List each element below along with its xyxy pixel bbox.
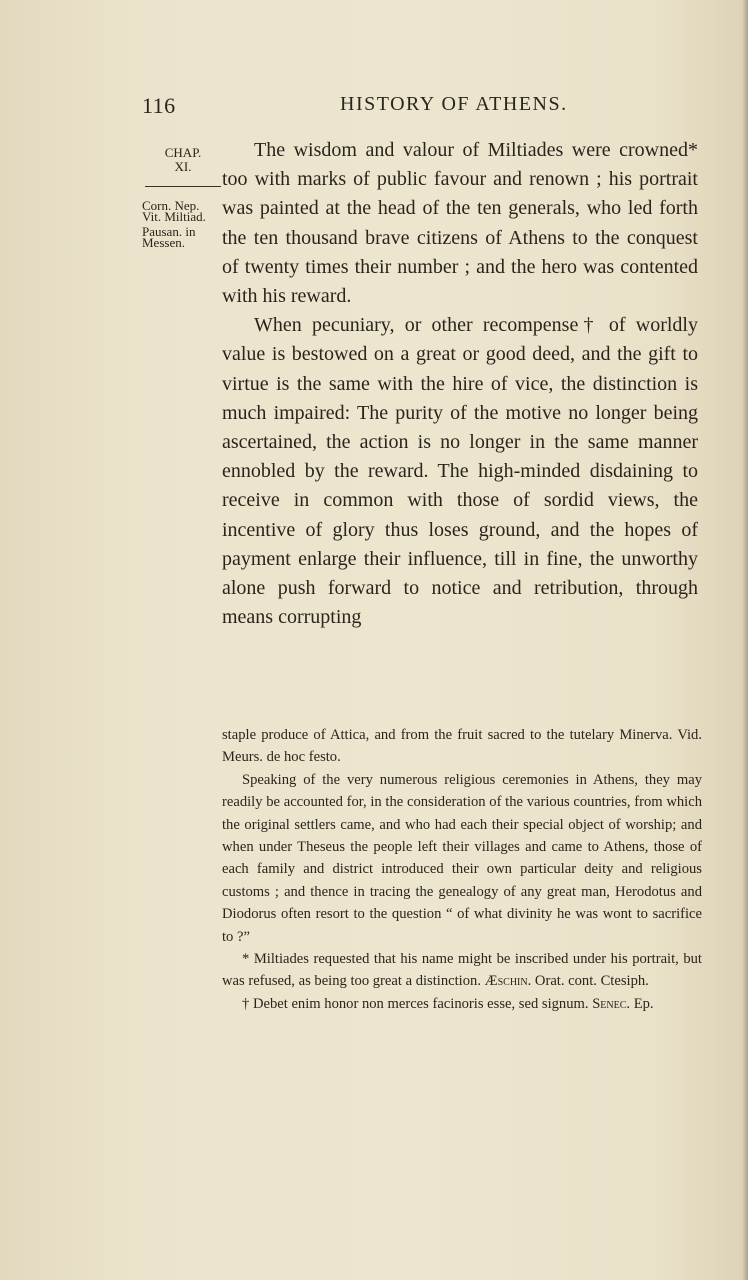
chapter-number: XI. — [174, 159, 192, 174]
margin-note-cornelius-nepos — [142, 200, 206, 222]
margin-note-pausanias — [142, 226, 195, 248]
margin-note-line: Corn. Nep. — [142, 198, 200, 213]
page-edge-shadow — [742, 0, 748, 1280]
paragraph-recompense: When pecuniary, or other recompense† of worldly value is bestowed on a great or good deed, and the gift to virtue is the same with the hire of vice, the distinction is much impaired: The purity of the motive no longer being ascertained, the action is no longer in the same manner ennobled by the reward. The high-minded disdaining to receive in common with those of sordid views, the incentive of glory thus loses ground, and the hopes of payment enlarge their influence, till in fine, the unworthy alone push forward to notice and retribution, through means corrupting — [222, 314, 698, 629]
footnote-religious-ceremonies: Speaking of the very numerous religious ceremonies in Athens, they may readily be accounted for, in the consideration of the various countries, from which the original settlers came, and who had each their special object of worship; and when under Theseus the people left their villages and came to Athens, those of each family and district introduced their own particular deity and religious customs ; and thence in tracing the genealogy of any great man, Herodotus and Diodorus often resort to the question “ of what divinity he was wont to sacrifice to ?” — [222, 771, 702, 945]
footnote-author: Æschin. — [484, 973, 532, 990]
margin-divider — [145, 186, 221, 187]
footnote-seneca — [222, 993, 702, 1015]
footnote-text: * Miltiades requested that his name might be inscribed under his portrait, but was refused, as being too great a distinction. — [222, 951, 702, 990]
margin-chapter-label — [158, 146, 208, 174]
margin-note-line: Messen. — [142, 235, 185, 250]
footnote-source: Orat. cont. Ctesiph. — [534, 973, 649, 990]
page-number: 116 — [142, 93, 176, 118]
margin-note-line: Vit. Miltiad. — [142, 209, 206, 224]
paragraph-miltiades: The wisdom and valour of Miltiades were crowned* too with marks of public favour and renown ; his portrait was painted at the head of the ten generals, who led forth the ten thousand brave citizens of Athens to the conquest of twenty times their number ; and the hero was contented with his reward. — [222, 139, 698, 308]
footnote-source: Ep. — [633, 995, 654, 1012]
margin-note-line: Pausan. in — [142, 224, 196, 239]
footnote-text: † Debet enim honor non merces facinoris esse, sed signum. — [242, 995, 589, 1012]
main-text — [222, 136, 698, 632]
chapter-label: CHAP. — [164, 145, 202, 160]
running-title: HISTORY OF ATHENS. — [340, 93, 568, 115]
footnote-author: Senec. — [592, 995, 631, 1012]
footnotes — [222, 724, 702, 1015]
footnote-miltiades-portrait — [222, 948, 702, 993]
footnote-continuation: staple produce of Attica, and from the fruit sacred to the tutelary Minerva. Vid. Meurs. de hoc festo. — [222, 727, 702, 766]
